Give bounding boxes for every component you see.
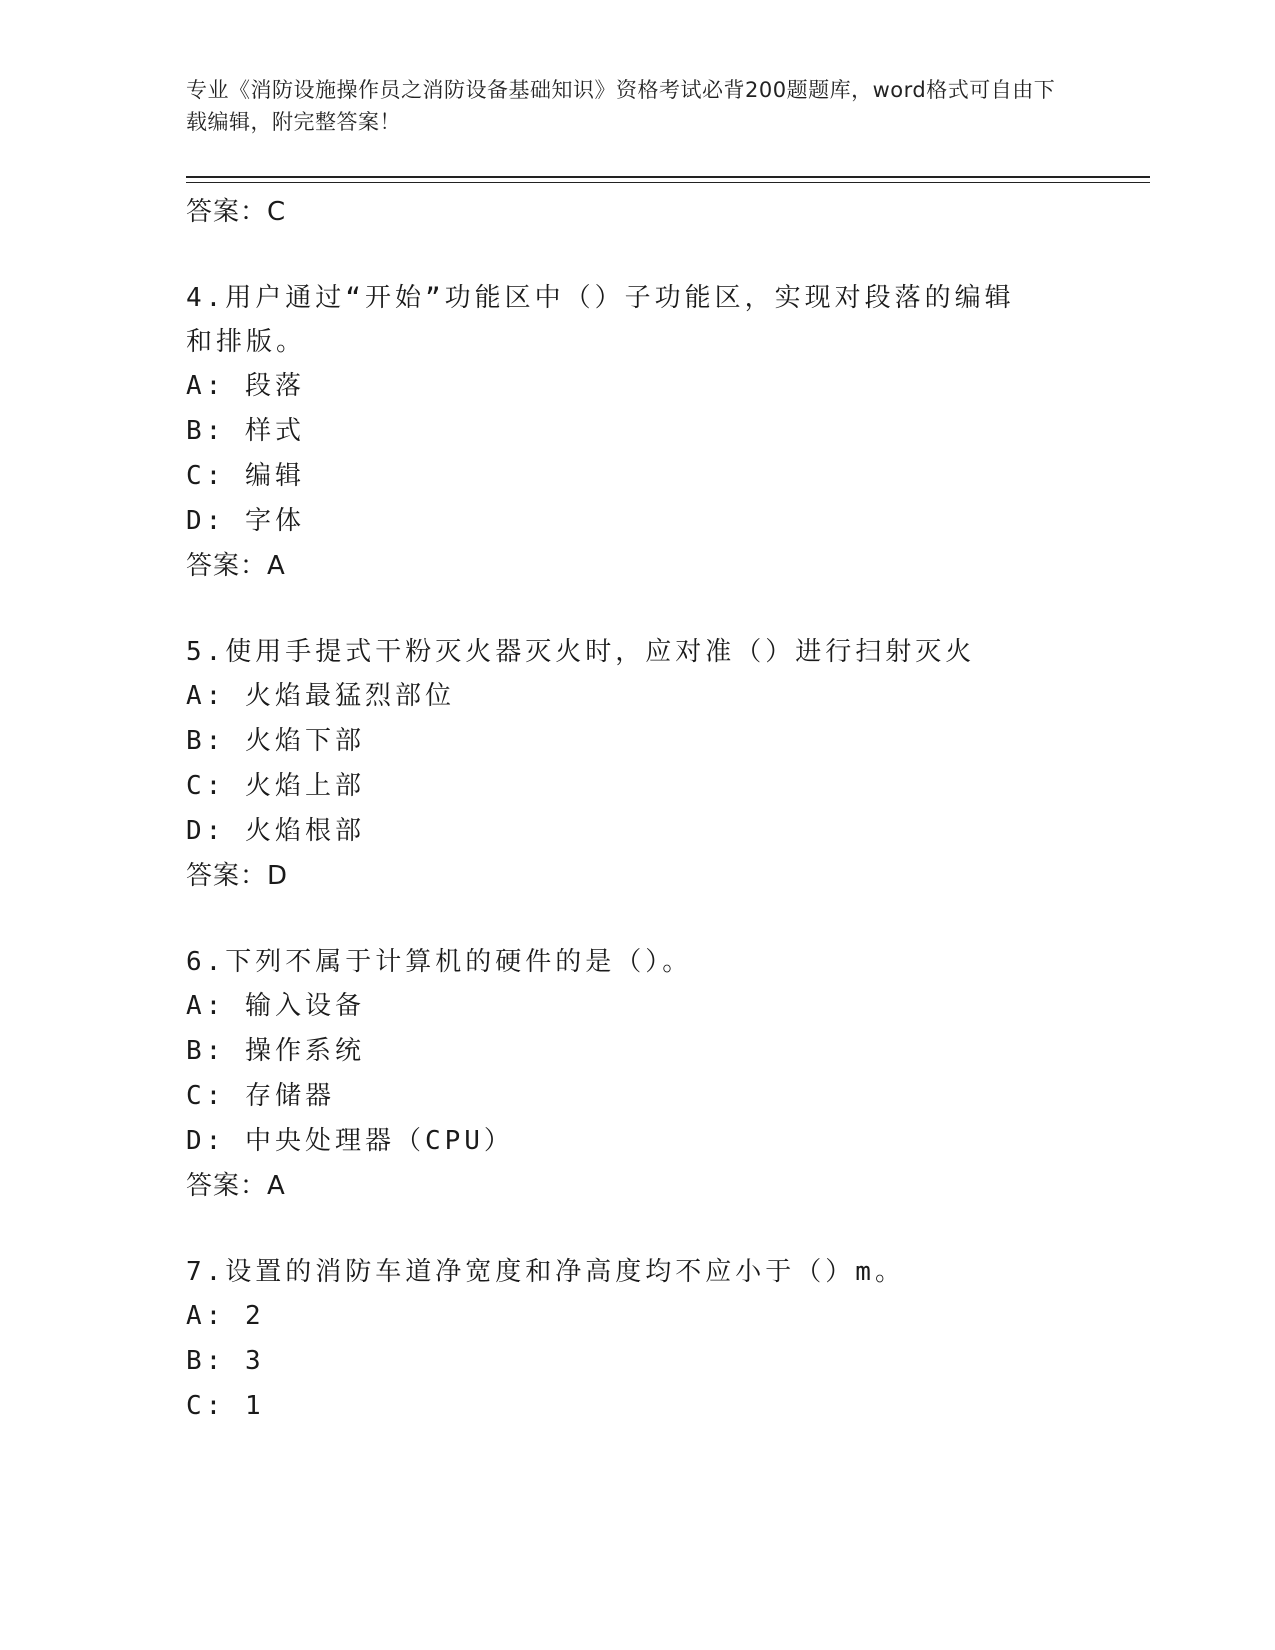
document-header: 专业《消防设施操作员之消防设备基础知识》资格考试必背200题题库，word格式可自由下载编辑，附完整答案！ — [186, 78, 1056, 134]
option-b: B: 样式 — [186, 416, 305, 446]
answer-line: 答案：A — [186, 551, 286, 581]
option-a: A: 输入设备 — [186, 991, 365, 1021]
option-d: D: 火焰根部 — [186, 816, 365, 846]
question-block — [186, 940, 1086, 1208]
question-block — [186, 630, 1086, 898]
answer-value: C — [267, 197, 287, 227]
option-a: A: 火焰最猛烈部位 — [186, 681, 455, 711]
option-c: C: 1 — [186, 1391, 265, 1421]
answer-line — [186, 190, 1086, 234]
answer-line: 答案：A — [186, 1171, 286, 1201]
option-d: D: 字体 — [186, 506, 305, 536]
option-a: A: 段落 — [186, 371, 305, 401]
question-stem: 6.下列不属于计算机的硬件的是（）。 — [186, 947, 693, 977]
option-b: B: 火焰下部 — [186, 726, 365, 756]
header-rule-thick — [186, 176, 1150, 178]
question-block — [186, 1250, 1086, 1429]
question-stem: 5.使用手提式干粉灭火器灭火时，应对准（）进行扫射灭火 — [186, 637, 976, 667]
option-a: A: 2 — [186, 1301, 265, 1331]
option-c: C: 编辑 — [186, 461, 305, 491]
answer-value: A — [267, 551, 286, 581]
option-d: D: 中央处理器（CPU） — [186, 1126, 514, 1156]
answer-value: A — [267, 1171, 286, 1201]
question-stem: 7.设置的消防车道净宽度和净高度均不应小于（）m。 — [186, 1257, 905, 1287]
question-stem: 4.用户通过“开始”功能区中（）子功能区，实现对段落的编辑和排版。 — [186, 283, 1015, 357]
option-c: C: 火焰上部 — [186, 771, 365, 801]
question-block — [186, 276, 1086, 588]
option-c: C: 存储器 — [186, 1081, 335, 1111]
answer-line: 答案：D — [186, 861, 289, 891]
option-b: B: 3 — [186, 1346, 265, 1376]
answer-label: 答案： — [186, 197, 268, 227]
answer-value: D — [267, 861, 289, 891]
option-b: B: 操作系统 — [186, 1036, 365, 1066]
header-rule-thin — [186, 182, 1150, 183]
question-list — [186, 190, 1086, 1429]
